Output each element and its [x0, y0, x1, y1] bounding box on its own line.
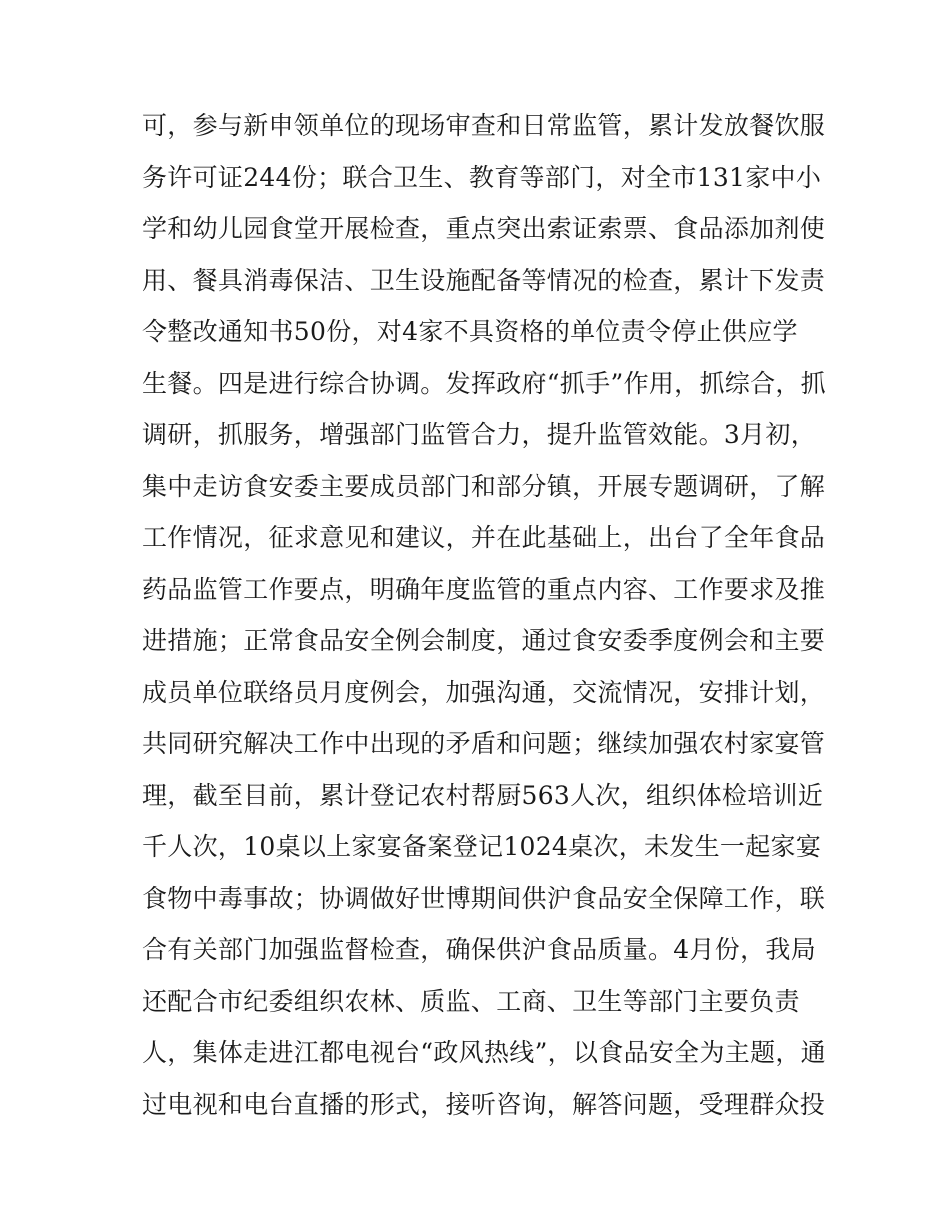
text-line: 人，集体走进江都电视台“政风热线”，以食品安全为主题，通: [142, 1038, 826, 1067]
text-line: 过电视和电台直播的形式，接听咨询，解答问题，受理群众投: [142, 1089, 826, 1119]
text-line: 可，参与新申领单位的现场审查和日常监管，累计发放餐饮服: [142, 111, 826, 140]
text-line: 成员单位联络员月度例会，加强沟通，交流情况，安排计划，: [142, 677, 826, 707]
text-line: 调研，抓服务，增强部门监管合力，提升监管效能。3月初，: [142, 420, 817, 449]
text-line: 集中走访食安委主要成员部门和部分镇，开展专题调研，了解: [142, 471, 826, 501]
text-line: 用、餐具消毒保洁、卫生设施配备等情况的检查，累计下发责: [142, 265, 826, 295]
text-line: 共同研究解决工作中出现的矛盾和问题；继续加强农村家宴管: [142, 729, 826, 758]
text-line: 还配合市纪委组织农林、质监、工商、卫生等部门主要负责: [142, 986, 800, 1016]
text-line: 生餐。四是进行综合协调。发挥政府“抓手”作用，抓综合，抓: [142, 368, 826, 398]
body-text: [142, 100, 826, 1130]
text-line: 令整改通知书50份，对4家不具资格的单位责令停止供应学: [142, 317, 798, 346]
text-line: 工作情况，征求意见和建议，并在此基础上，出台了全年食品: [142, 523, 826, 552]
text-line: 合有关部门加强监督检查，确保供沪食品质量。4月份，我局: [142, 935, 817, 964]
text-line: 理，截至目前，累计登记农村帮厨563人次，组织体检培训近: [142, 780, 824, 810]
text-line: 药品监管工作要点，明确年度监管的重点内容、工作要求及推: [142, 574, 826, 604]
text-line: 食物中毒事故；协调做好世博期间供沪食品安全保障工作，联: [142, 883, 826, 913]
text-line: 学和幼儿园食堂开展检查，重点突出索证索票、食品添加剂使: [142, 214, 826, 243]
text-line: 进措施；正常食品安全例会制度，通过食安委季度例会和主要: [142, 626, 826, 655]
text-line: 千人次，10桌以上家宴备案登记1024桌次，未发生一起家宴: [142, 832, 822, 861]
text-line: 务许可证244份；联合卫生、教育等部门，对全市131家中小: [142, 162, 822, 192]
